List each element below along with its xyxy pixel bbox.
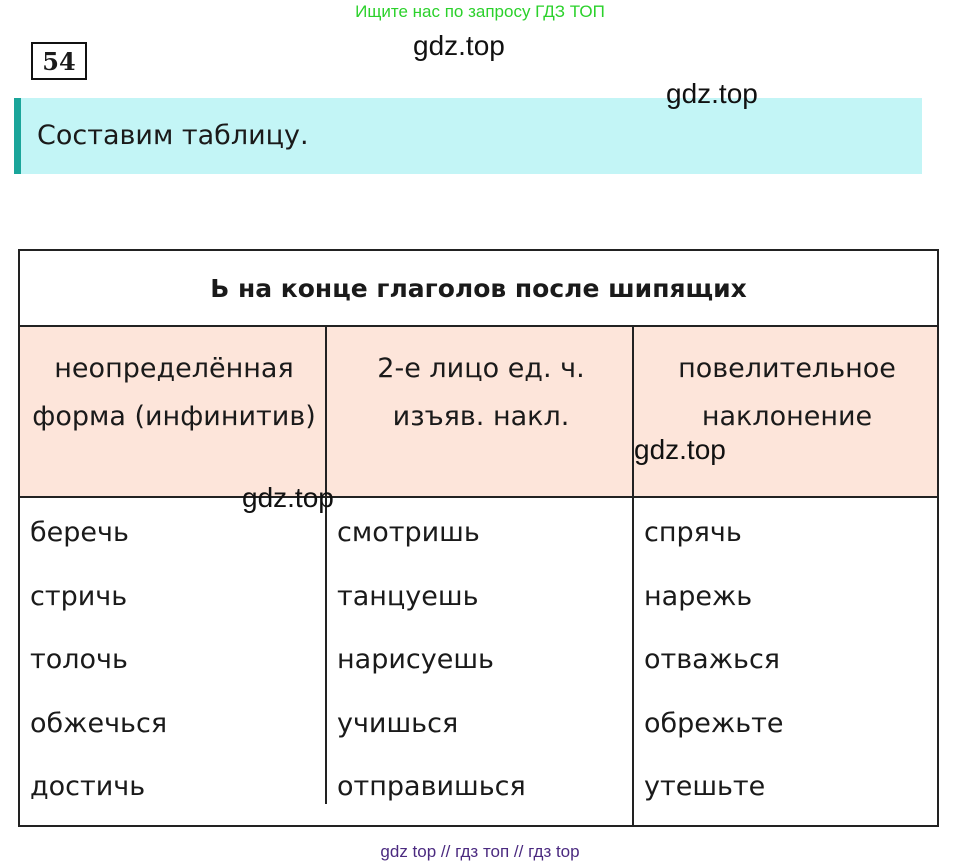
- table-header-row: [20, 327, 937, 498]
- word-infinitive: обжечься: [30, 707, 168, 739]
- word-second-person: нарисуешь: [337, 644, 494, 675]
- table-title: Ь на конце глаголов после шипящих: [20, 251, 937, 327]
- word-second-person: отправишься: [337, 771, 526, 802]
- header-second-person: 2-е лицо ед. ч. изъяв. накл.: [377, 353, 585, 432]
- watermark: gdz.top: [242, 482, 334, 513]
- intro-text: Составим таблицу.: [37, 120, 309, 151]
- infinitive-word-list: [30, 517, 167, 835]
- word-imperative: отважься: [644, 644, 781, 675]
- intro-box: [14, 98, 922, 174]
- word-imperative: спрячь: [644, 517, 742, 548]
- task-number: 54: [31, 42, 87, 80]
- word-imperative: обрежьте: [644, 707, 784, 739]
- word-imperative: нарежь: [644, 580, 753, 612]
- word-infinitive: достичь: [30, 771, 146, 802]
- word-infinitive: беречь: [30, 517, 129, 548]
- imperative-word-list: [644, 517, 784, 835]
- word-infinitive: толочь: [30, 644, 128, 675]
- top-banner: Ищите нас по запросу ГДЗ ТОП: [355, 2, 605, 21]
- watermark: gdz.top: [666, 78, 758, 109]
- word-second-person: учишься: [337, 707, 459, 739]
- header-imperative: повелительное наклонение: [678, 353, 896, 432]
- word-imperative: утешьте: [644, 771, 766, 802]
- footer: gdz top // гдз топ // гдз top: [380, 842, 580, 861]
- word-infinitive: стричь: [30, 580, 128, 612]
- word-second-person: смотришь: [337, 517, 480, 548]
- header-infinitive: неопределённая форма (инфинитив): [32, 353, 316, 432]
- word-second-person: танцуешь: [337, 580, 479, 612]
- rules-table: [18, 249, 939, 827]
- second-person-word-list: [337, 517, 526, 835]
- column-divider: [325, 327, 327, 804]
- watermark: gdz.top: [413, 30, 505, 61]
- watermark: gdz.top: [634, 434, 726, 465]
- column-divider: [632, 327, 634, 825]
